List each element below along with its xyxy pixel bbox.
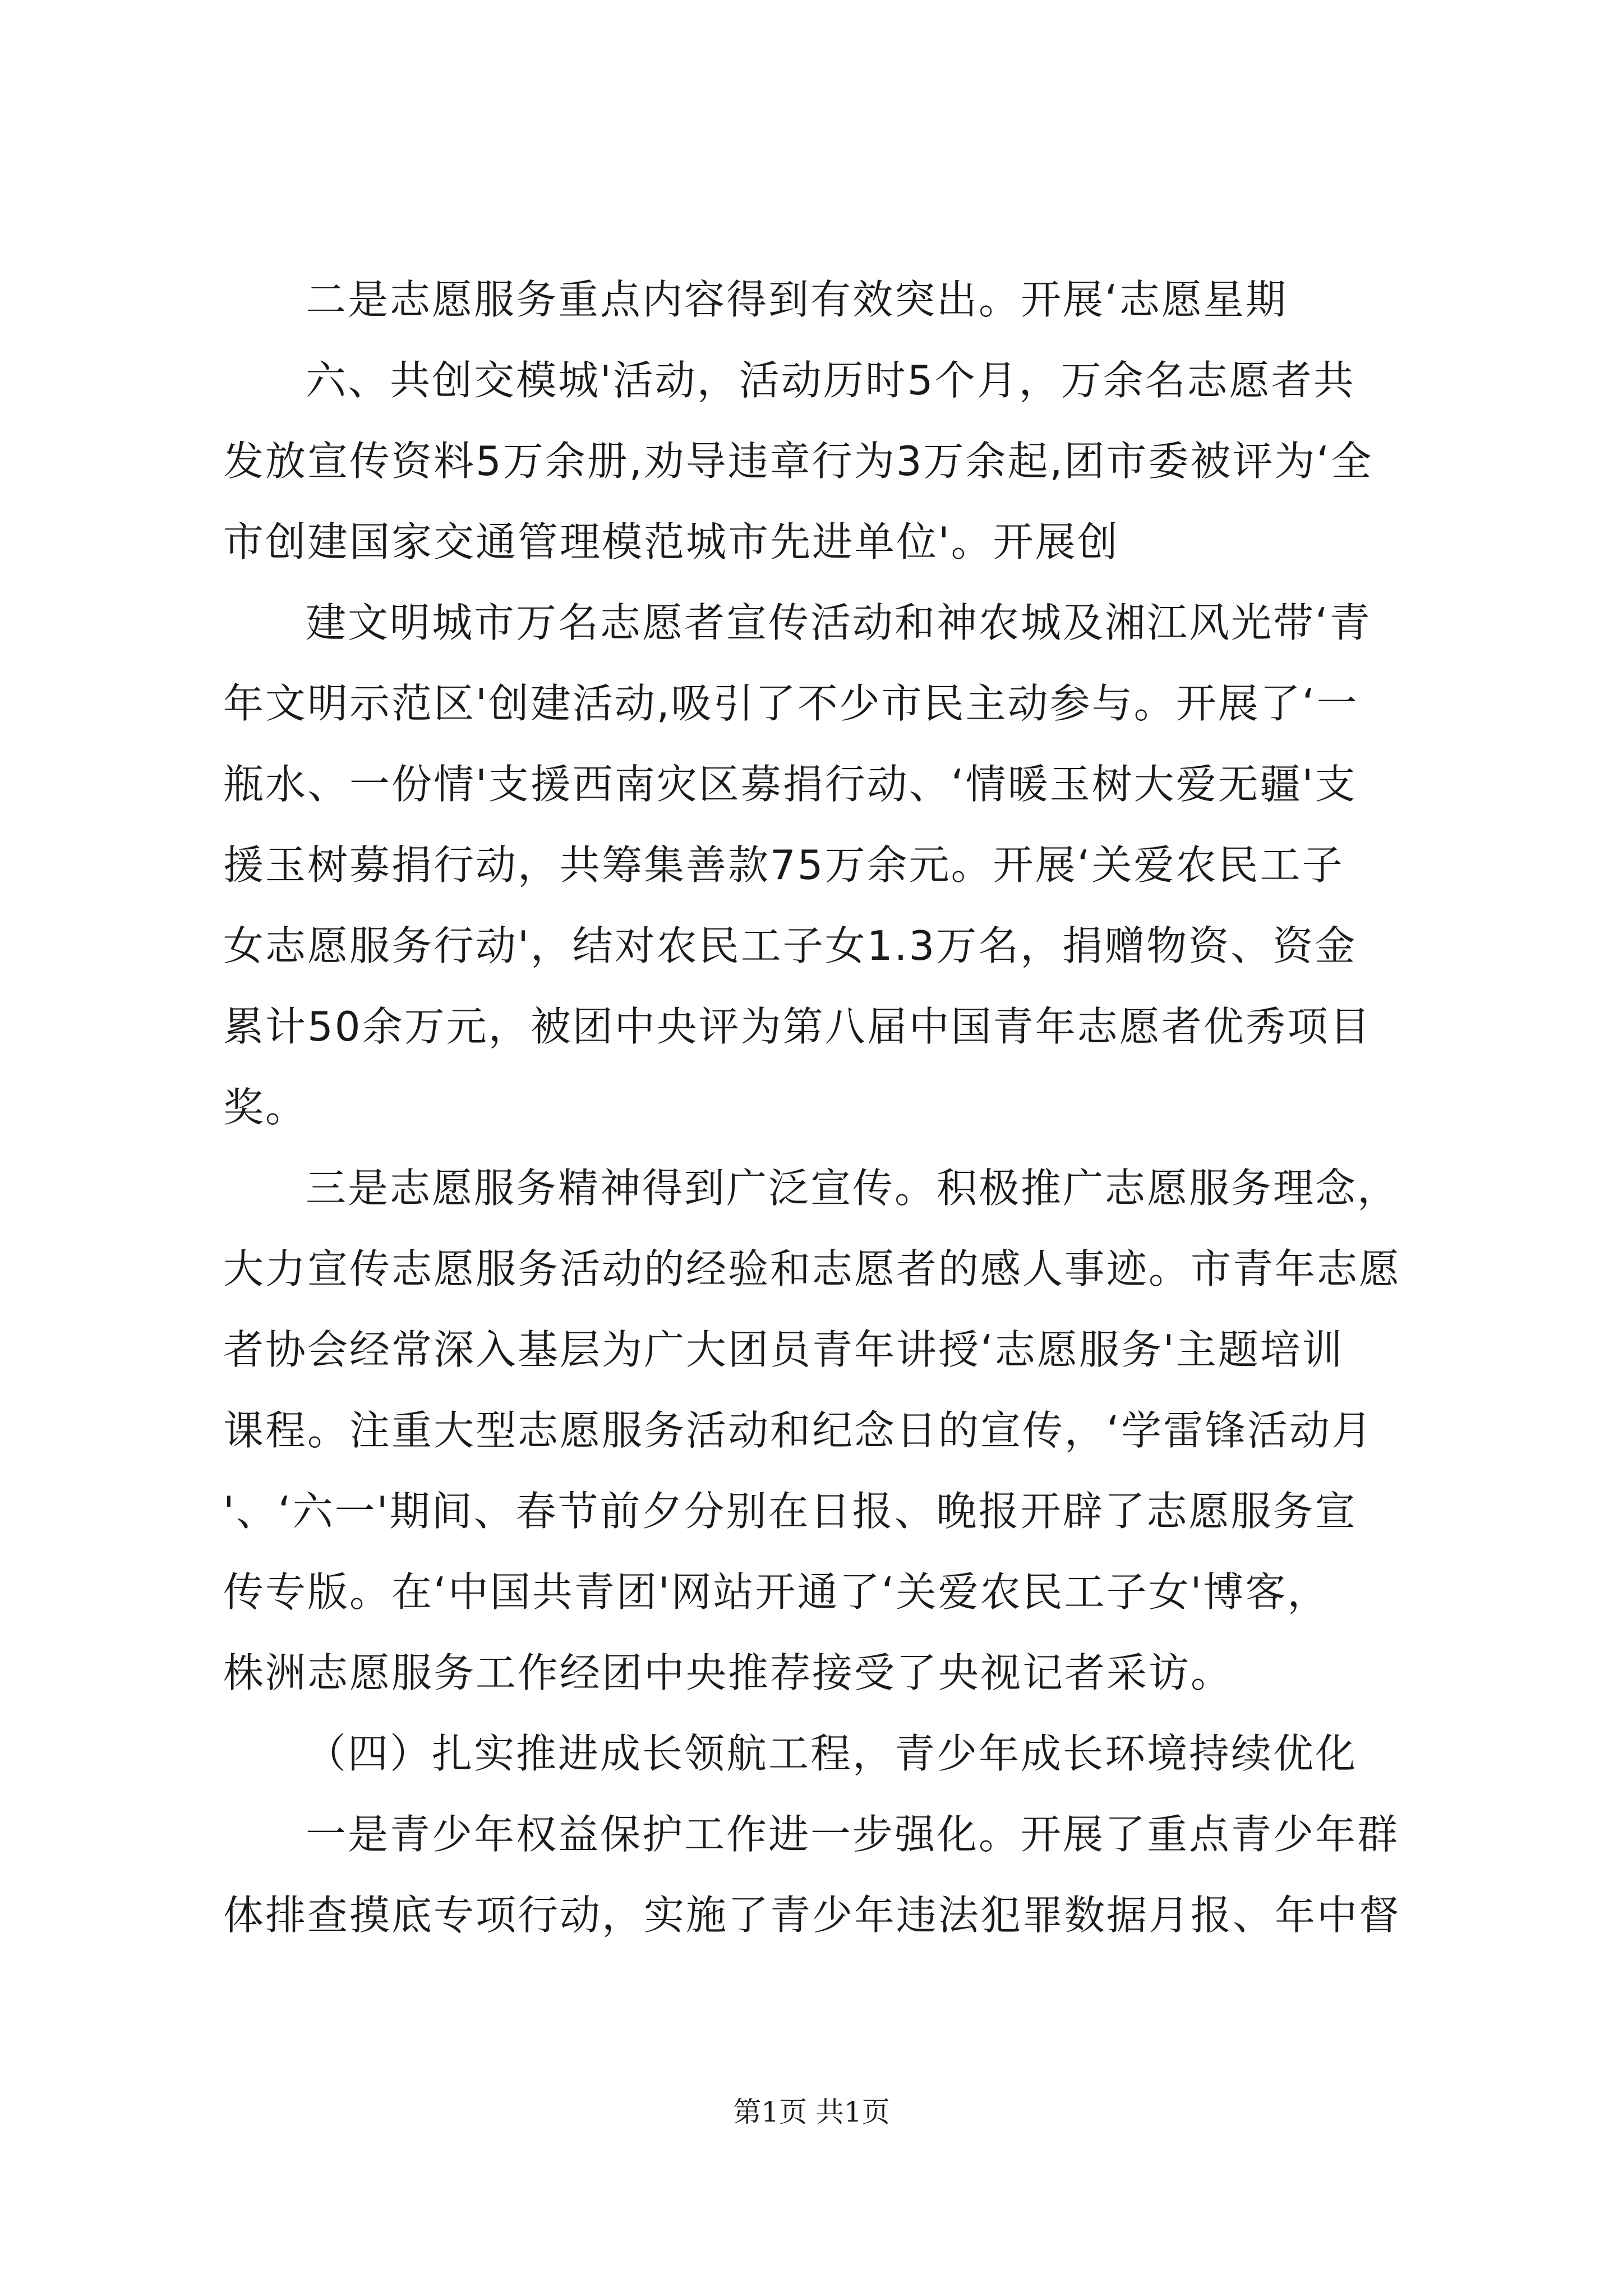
text-line: 奖。	[223, 1084, 308, 1131]
text-line: 课程。注重大型志愿服务活动和纪念日的宣传，‘学雷锋活动月	[223, 1407, 1373, 1454]
text-line: 建文明城市万名志愿者宣传活动和神农城及湘江风光带‘青	[306, 599, 1372, 646]
page-number-label: 第1页 共1页	[733, 2096, 890, 2128]
text-line: 体排查摸底专项行动，实施了青少年违法犯罪数据月报、年中督	[223, 1892, 1401, 1939]
text-line: 累计50余万元，被团中央评为第八届中国青年志愿者优秀项目	[223, 1003, 1372, 1050]
text-line: 一是青少年权益保护工作进一步强化。开展了重点青少年群	[306, 1811, 1400, 1858]
text-line: 二是志愿服务重点内容得到有效突出。开展‘志愿星期	[306, 276, 1288, 323]
text-line: '、‘六一'期间、春节前夕分别在日报、晚报开辟了志愿服务宣	[223, 1488, 1357, 1535]
text-line: （四）扎实推进成长领航工程，青少年成长环境持续优化	[306, 1730, 1358, 1777]
text-line: 发放宣传资料5万余册,劝导违章行为3万余起,团市委被评为‘全	[223, 438, 1373, 485]
text-line: 大力宣传志愿服务活动的经验和志愿者的感人事迹。市青年志愿	[223, 1245, 1401, 1292]
document-body	[223, 259, 1401, 1955]
text-line: 六、共创交模城'活动，活动历时5个月，万余名志愿者共	[306, 357, 1355, 404]
text-line: 者协会经常深入基层为广大团员青年讲授‘志愿服务'主题培训	[223, 1326, 1344, 1373]
text-line: 株洲志愿服务工作经团中央推荐接受了央视记者采访。	[223, 1649, 1233, 1696]
text-line: 传专版。在‘中国共青团'网站开通了‘关爱农民工子女'博客，	[223, 1568, 1330, 1616]
text-line: 女志愿服务行动'，结对农民工子女1.3万名，捐赠物资、资金	[223, 922, 1357, 969]
text-line: 年文明示范区'创建活动,吸引了不少市民主动参与。开展了‘一	[223, 680, 1359, 727]
page-footer	[0, 2092, 1623, 2132]
text-line: 三是志愿服务精神得到广泛宣传。积极推广志愿服务理念，	[306, 1165, 1400, 1212]
text-line: 市创建国家交通管理模范城市先进单位'。开展创	[223, 518, 1119, 565]
text-line: 瓶水、一份情'支援西南灾区募捐行动、‘情暖玉树大爱无疆'支	[223, 761, 1357, 808]
text-line: 援玉树募捐行动，共筹集善款75万余元。开展‘关爱农民工子	[223, 841, 1344, 889]
